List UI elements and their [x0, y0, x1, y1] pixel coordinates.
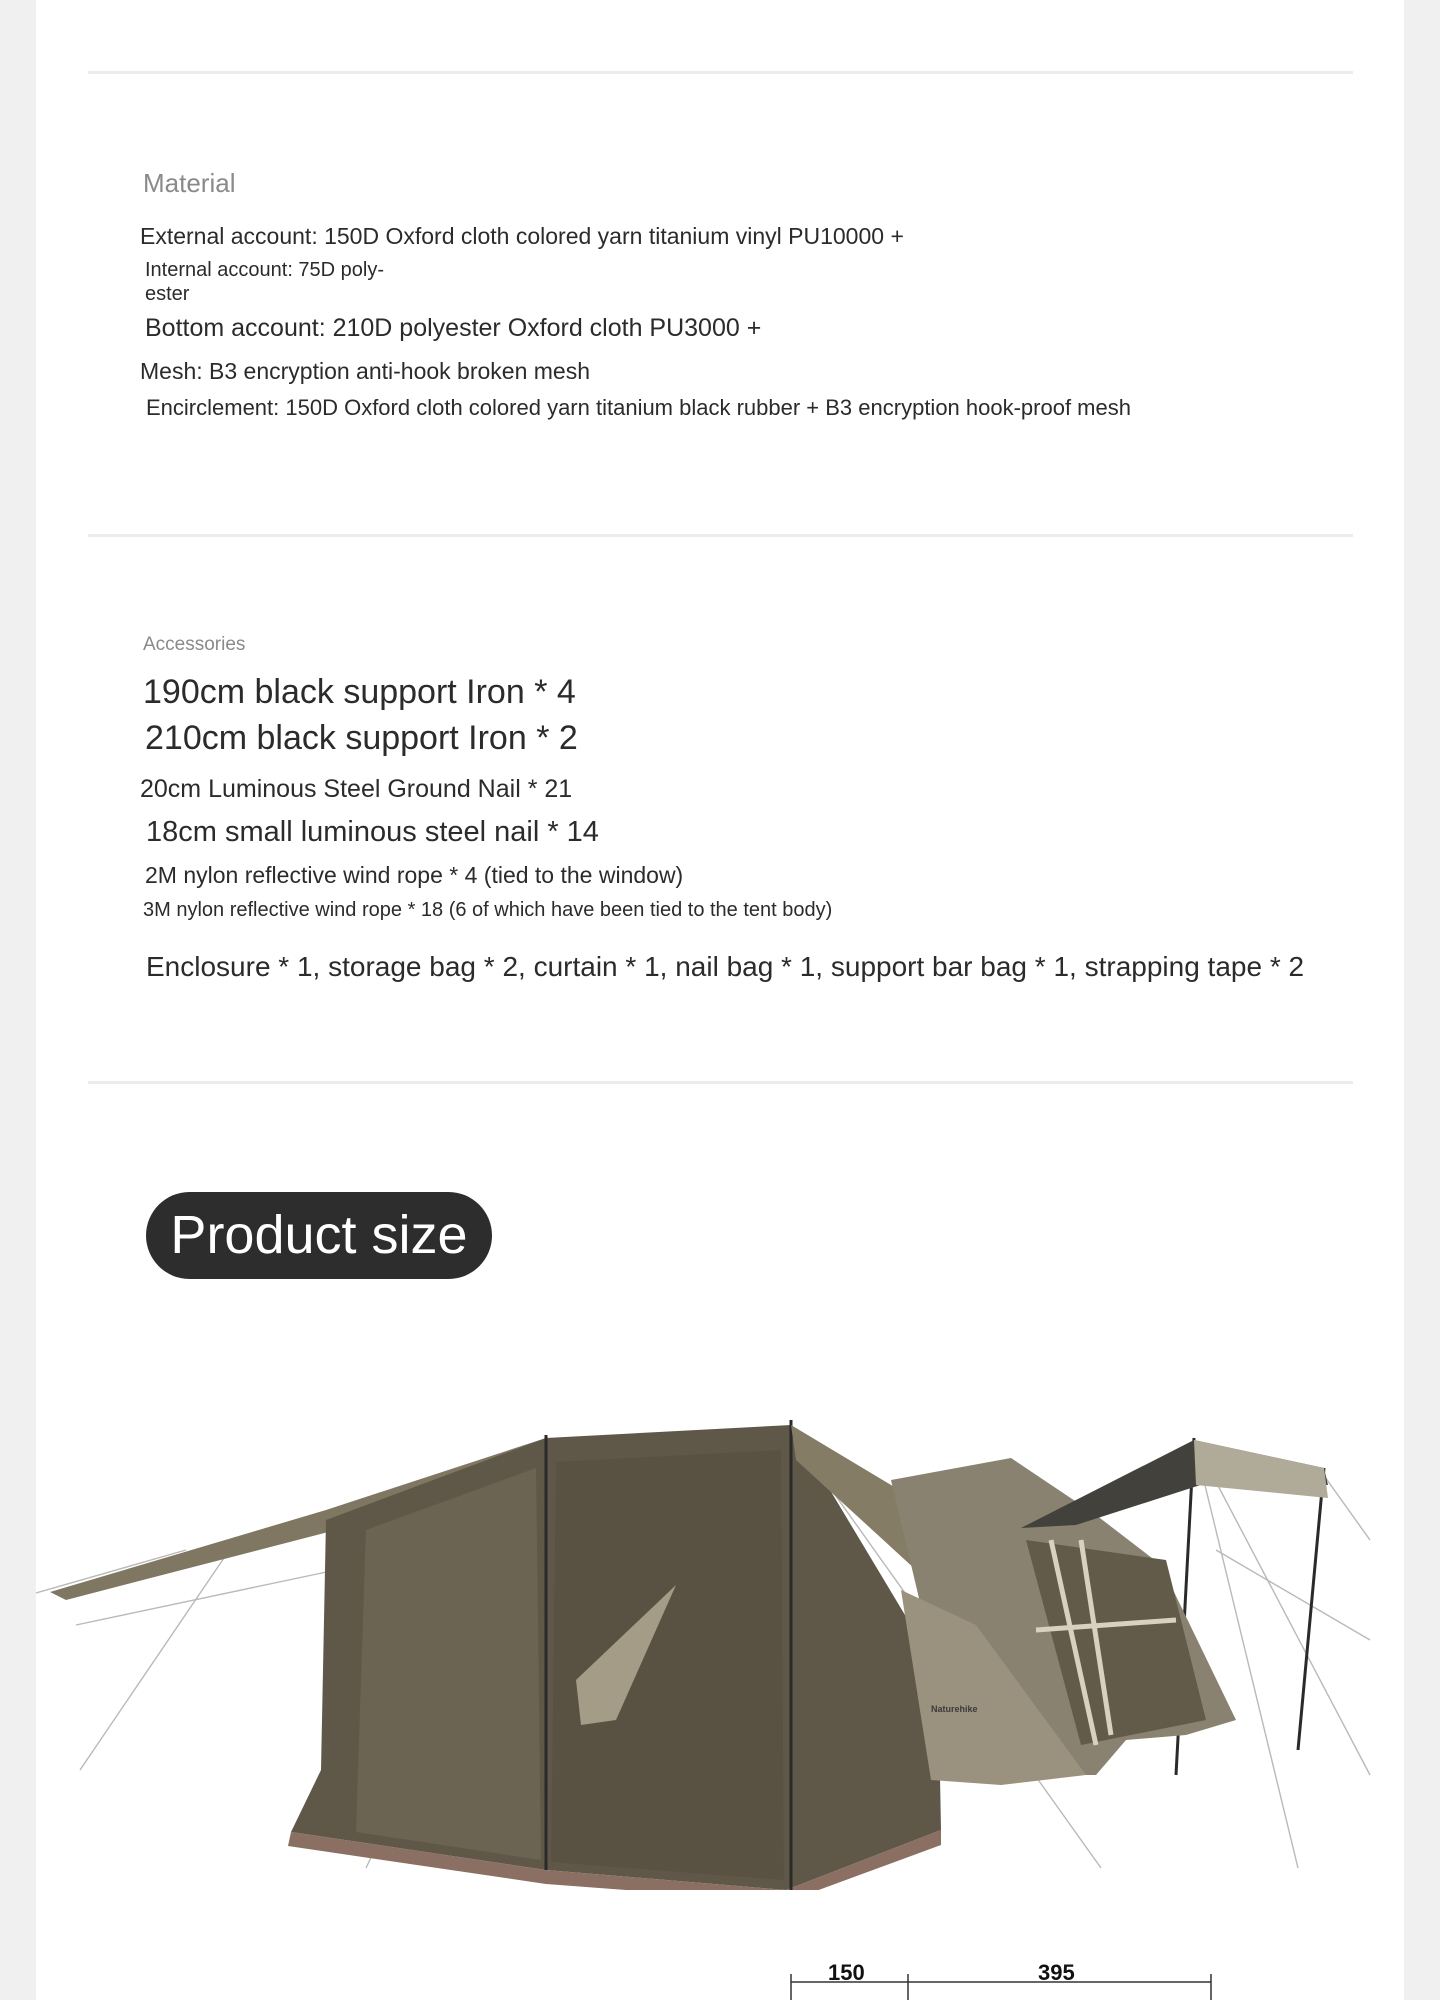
- section-divider: [88, 1081, 1353, 1084]
- material-item-encirclement: Encirclement: 150D Oxford cloth colored yarn titanium black rubber + B3 encryption hook-proof mesh: [146, 395, 1131, 420]
- section-divider: [88, 534, 1353, 537]
- material-item-bottom: Bottom account: 210D polyester Oxford cloth PU3000 +: [145, 314, 762, 342]
- accessory-item: 3M nylon reflective wind rope * 18 (6 of which have been tied to the tent body): [143, 899, 833, 921]
- accessory-item: 210cm black support Iron * 2: [145, 719, 578, 757]
- accessories-heading: Accessories: [143, 634, 246, 655]
- material-item-external: External account: 150D Oxford cloth colored yarn titanium vinyl PU10000 +: [140, 223, 904, 249]
- material-item-internal: Internal account: 75D poly- ester: [145, 259, 385, 305]
- product-size-heading: Product size: [146, 1192, 492, 1279]
- section-divider: [88, 71, 1353, 74]
- tent-logo: Naturehike: [931, 1704, 978, 1714]
- dimension-label-150: 150: [828, 1960, 865, 1985]
- accessory-item: 18cm small luminous steel nail * 14: [146, 816, 599, 848]
- product-detail-page: [36, 0, 1404, 2000]
- tent-product-image: [36, 1390, 1404, 1890]
- accessory-item: 190cm black support Iron * 4: [143, 673, 576, 711]
- dimension-label-395: 395: [1038, 1960, 1075, 1985]
- accessory-item: Enclosure * 1, storage bag * 2, curtain * 1, nail bag * 1, support bar bag * 1, strapping tape * 2: [146, 951, 1305, 982]
- dimension-diagram: [36, 1960, 1404, 2000]
- accessory-item: 2M nylon reflective wind rope * 4 (tied to the window): [145, 862, 684, 888]
- accessory-item: 20cm Luminous Steel Ground Nail * 21: [140, 775, 573, 803]
- material-heading: Material: [143, 168, 236, 198]
- material-item-mesh: Mesh: B3 encryption anti-hook broken mesh: [140, 358, 591, 384]
